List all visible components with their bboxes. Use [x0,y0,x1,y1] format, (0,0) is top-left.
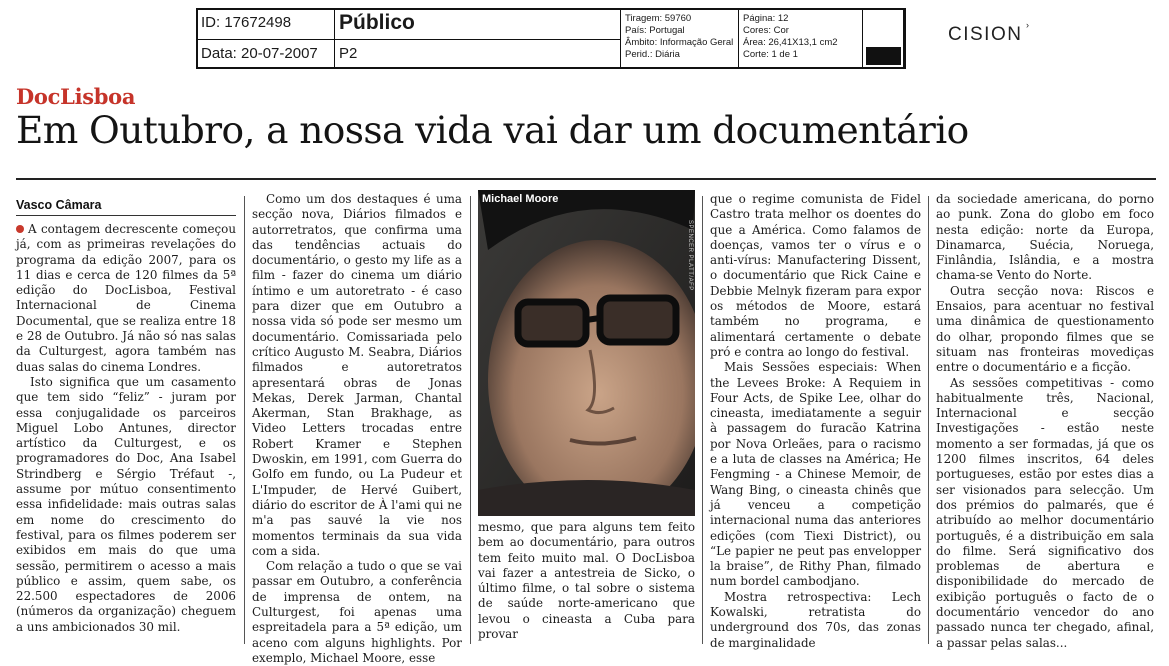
paragraph: que o regime comunista de Fidel Castro trata melhor os doentes do que a América. Como falamos de doenças, vamos ter o vírus e o anti-vírus: Manufactering Dissent, o documentário que Rick Caine e Debbie Melnyk fizeram para expor os métodos de Moore, estará também no programa, e alimentará certamente o debate pró e contra ao longo do festival. [710,192,921,359]
clipping-meta-left [621,10,739,69]
photo-credit: SPENCER PLATT/AFP [687,220,693,291]
article-column-1 [16,222,236,635]
headline-rule [16,178,1156,180]
meta-area: Área: 26,41X13,1 cm2 [743,37,838,48]
publication-name: Público [335,10,621,39]
column-divider [702,196,703,644]
portrait-photo [478,190,695,516]
portrait-illustration [478,190,695,516]
meta-corte: Corte: 1 de 1 [743,49,798,60]
meta-ambito: Âmbito: Informação Geral [625,37,734,48]
publication-section: P2 [335,39,621,69]
article-author: Vasco Câmara [16,198,102,212]
paragraph: Como um dos destaques é uma secção nova, Diários filmados e autorretratos, que confirma uma das tendências actuais do documentário, o gesto my life as a film - fazer do cinema um diário íntimo e um autoretrato - é caso para dizer que em Outubro a nossa vida só pode ser mesmo um documentário. Comissariada pelo crítico Augusto M. Seabra, Diários filmados e autoretratos apresentará obras de Jonas Mekas, Derek Jarman, Chantal Akerman, Stan Brakhage, as Video Letters trocadas entre Robert Kramer e Stephen Dwoskin, em 1991, com Guerra do Golfo em fundo, ou La Pudeur et L'Impuder, de Hervé Guibert, diário do escritor de À l'ami qui ne m'a pas sauvé la vie nos momentos terminais da sua vida com a sida. [252,192,462,558]
meta-periodicidade: Perid.: Diária [625,49,680,60]
author-rule [16,215,236,216]
paragraph: As sessões competitivas - como habitualmente três, Nacional, Internacional e secção Investigações - estão neste momento a ser formadas, já que os 1200 filmes inscritos, 64 deles portugueses, estão por estes dias a ser visionados para selecção. Um dos prémios do palmarés, que é atribuído ao melhor documentário português, é a distribuição em sala do filme. Será significativo dos problemas de abertura e disponibilidade do mercado de exibição português o facto de o documentário vencedor do ano passado nunca ter chegado, afinal, a passar pelas salas... [936,375,1154,650]
meta-cores: Cores: Cor [743,25,789,36]
meta-tiragem: Tiragem: 59760 [625,13,692,24]
paragraph: da sociedade americana, do porno ao punk. Zona do globo em foco nesta edição: norte da Europa, Dinamarca, Suécia, Noruega, Finlândia, Islândia, e a mostra chama-se Vento do Norte. [936,192,1154,283]
paragraph: A contagem decrescente começou já, com as primeiras revelações do programa da edição 2007, para os 11 dias e cerca de 120 filmes da 5ª edição do DocLisboa, Festival Internacional de Cinema Documental, que se realiza entre 18 e 28 de Outubro. Já não só nas salas da Culturgest, agora também nas duas salas do cinema Londres. [16,222,236,374]
article-column-2 [252,192,462,666]
paragraph: Com relação a tudo o que se vai passar em Outubro, a conferência de imprensa de ontem, na Culturgest, foi apenas uma espreitadela para a 5ª edição, um aceno com alguns highlights. Por exemplo, Michael Moore, esse [252,559,462,665]
paragraph: Outra secção nova: Riscos e Ensaios, para acentuar no festival uma dinâmica de questionamento do olhar, propondo filmes que se situam nas fronteiras movediças entre o documentário e a ficção. [936,283,1154,375]
clipping-date: Data: 20-07-2007 [198,39,335,69]
paragraph: mesmo, que para alguns tem feito bem ao documentário, para outros tem feito muito mal. O DocLisboa vai fazer a antestreia de Sicko, o último filme, o tal sobre o sistema de saúde norte-americano que levou o cineasta a Cuba para provar [478,520,695,642]
clipping-meta-right [739,10,863,69]
paragraph: Mais Sessões especiais: When the Levees Broke: A Requiem in Four Acts, de Spike Lee, olhar do cineasta, imediatamente a seguir à passagem do furacão Katrina por Nova Orleães, para o racismo e a luta de classes na América; He Fengming - a Chinese Memoir, de Wang Bing, o cineasta chinês que já venceu a competição internacional numa das anteriores edições (com Tiexi District), ou “Le papier ne peut pas envelopper la braise”, de Rithy Phan, filmado num bordel cambodjano. [710,360,921,589]
column-divider [470,196,471,644]
column-divider [244,196,245,644]
color-swatch-box [863,10,904,69]
cision-logo: CISION [948,24,1023,45]
article-kicker: DocLisboa [16,84,136,109]
clipping-id: ID: 17672498 [198,10,335,39]
black-swatch [866,47,901,65]
column-divider [928,196,929,644]
article-column-4 [710,192,921,651]
paragraph: Mostra retrospectiva: Lech Kowalski, retratista do underground dos 70s, das zonas de marginalidade [710,589,921,650]
clipping-header [196,8,906,69]
article-headline: Em Outubro, a nossa vida vai dar um documentário [16,108,969,152]
paragraph: Isto significa que um casamento que tem sido “feliz” - juram por essa conjugalidade os parceiros Miguel Lobo Antunes, director artístico da Culturgest, e os programadores do Doc, Ana Isabel Strindberg e Sérgio Tréfaut -, assume por mútuo consentimento essa infidelidade: mais outras salas em nome do crescimento do festival, para os filmes poderem ser exibidos em mais do que uma sessão, permitirem o acesso a mais público e assim, quem sabe, os 22.500 espectadores de 2006 (números da organização) cheguem a uns ambicionados 30 mil. [16,374,236,634]
cision-logo-mark-icon: › [1026,20,1029,30]
article-column-3 [478,520,695,642]
bullet-dot-icon [16,225,24,233]
photo-caption-label: Michael Moore [482,193,559,205]
meta-pais: País: Portugal [625,25,685,36]
article-column-5 [936,192,1154,651]
meta-pagina: Página: 12 [743,13,789,24]
